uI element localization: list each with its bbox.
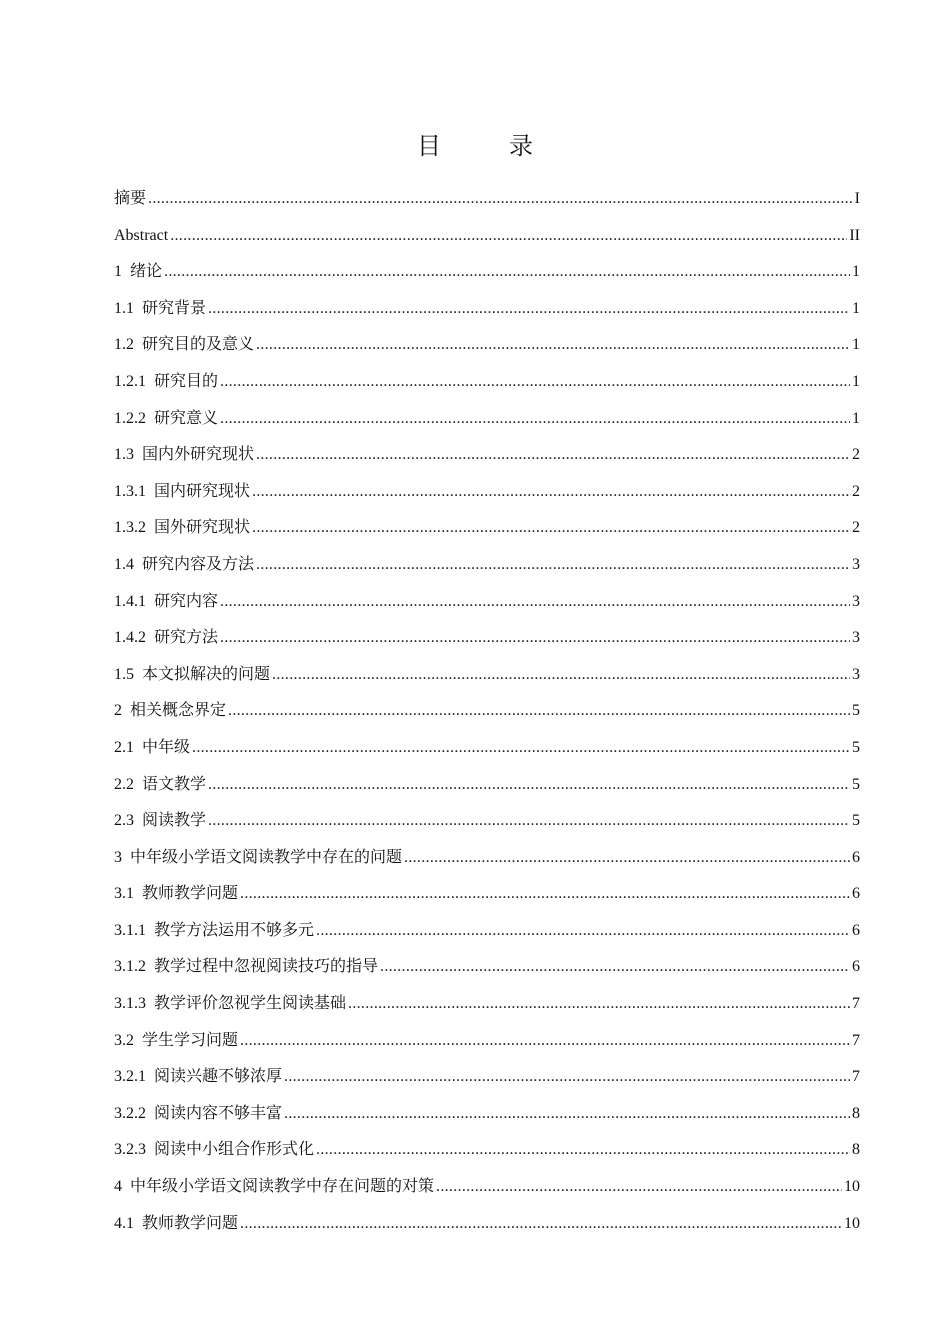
- toc-entry-label: [114, 254, 162, 291]
- toc-entry-number: 1.4: [114, 555, 134, 573]
- toc-entry-text: Abstract: [114, 226, 169, 244]
- toc-dot-leader: [256, 437, 850, 474]
- toc-entry-text: 阅读教学: [142, 812, 207, 830]
- toc-entry-text: 绪论: [130, 263, 163, 281]
- table-of-contents: [114, 181, 860, 1242]
- toc-entry-page-number: 10: [844, 1214, 860, 1232]
- toc-entry-number: 3.2.1: [114, 1068, 146, 1086]
- toc-dot-leader: [284, 1059, 850, 1096]
- toc-entry-label: [114, 364, 218, 401]
- toc-entry-page-number: 7: [852, 1068, 860, 1086]
- toc-dot-leader: [220, 364, 850, 401]
- toc-entry-number: 1.2.2: [114, 409, 146, 427]
- toc-entry-number: 4: [114, 1178, 122, 1196]
- toc-entry-text: 中年级小学语文阅读教学中存在的问题: [130, 848, 403, 866]
- toc-entry[interactable]: [114, 913, 860, 950]
- toc-entry-page-number: 1: [852, 263, 860, 281]
- toc-entry-number: 2.3: [114, 812, 134, 830]
- toc-dot-leader: [164, 254, 850, 291]
- toc-entry-text: 国内外研究现状: [142, 446, 255, 464]
- toc-entry-page-number: 7: [852, 995, 860, 1013]
- toc-entry-label: [114, 327, 254, 364]
- toc-entry-label: [114, 437, 254, 474]
- toc-entry-page-number: 2: [852, 446, 860, 464]
- toc-entry-text: 研究方法: [154, 629, 219, 647]
- toc-entry-text: 摘要: [114, 190, 147, 207]
- toc-dot-leader: [272, 657, 850, 694]
- toc-entry-label: [114, 1169, 434, 1206]
- toc-entry-number: 3.2.2: [114, 1104, 146, 1122]
- toc-entry-page-number: 6: [852, 958, 860, 976]
- toc-entry-page-number: 6: [852, 885, 860, 903]
- toc-entry-number: 1.3.1: [114, 482, 146, 500]
- toc-entry[interactable]: [114, 1132, 860, 1169]
- toc-entry-label: [114, 584, 218, 621]
- toc-dot-leader: [284, 1096, 850, 1133]
- toc-entry[interactable]: [114, 803, 860, 840]
- toc-entry[interactable]: [114, 584, 860, 621]
- toc-entry-label: [114, 1096, 282, 1133]
- toc-entry-label: [114, 1132, 314, 1169]
- toc-dot-leader: [404, 840, 850, 877]
- toc-dot-leader: [348, 986, 850, 1023]
- toc-entry[interactable]: [114, 327, 860, 364]
- toc-entry-number: 1.3: [114, 446, 134, 464]
- toc-entry-page-number: 3: [852, 629, 860, 647]
- toc-entry-page-number: 1: [852, 372, 860, 390]
- toc-entry-label: [114, 986, 346, 1023]
- toc-entry-number: 1.3.2: [114, 519, 146, 537]
- toc-entry-label: [114, 547, 254, 584]
- toc-entry-label: [114, 1206, 238, 1243]
- toc-entry-label: [114, 181, 146, 218]
- toc-entry-label: [114, 803, 206, 840]
- toc-entry[interactable]: [114, 657, 860, 694]
- toc-entry-label: [114, 767, 206, 804]
- toc-entry[interactable]: [114, 401, 860, 438]
- toc-dot-leader: [380, 949, 850, 986]
- toc-dot-leader: [240, 876, 850, 913]
- toc-entry-page-number: 6: [852, 848, 860, 866]
- toc-entry[interactable]: [114, 1206, 860, 1243]
- toc-entry-text: 阅读内容不够丰富: [154, 1104, 283, 1122]
- toc-entry-label: [114, 291, 206, 328]
- toc-entry-text: 教学方法运用不够多元: [154, 921, 315, 939]
- toc-dot-leader: [148, 181, 853, 218]
- toc-entry-text: 本文拟解决的问题: [142, 665, 271, 683]
- toc-entry[interactable]: [114, 291, 860, 328]
- toc-entry-page-number: 8: [852, 1104, 860, 1122]
- toc-entry-label: [114, 657, 270, 694]
- toc-entry-number: 4.1: [114, 1214, 134, 1232]
- toc-entry-label: [114, 218, 168, 255]
- toc-entry[interactable]: [114, 218, 860, 255]
- toc-dot-leader: [316, 1132, 850, 1169]
- toc-entry-number: 2.1: [114, 738, 134, 756]
- toc-entry[interactable]: [114, 254, 860, 291]
- toc-dot-leader: [220, 584, 850, 621]
- toc-dot-leader: [240, 1023, 850, 1060]
- toc-entry-number: 1.1: [114, 299, 134, 317]
- toc-entry[interactable]: [114, 364, 860, 401]
- toc-entry-label: [114, 401, 218, 438]
- toc-entry-page-number: 5: [852, 812, 860, 830]
- toc-entry-label: [114, 1023, 238, 1060]
- toc-entry-number: 1.4.2: [114, 629, 146, 647]
- toc-entry[interactable]: [114, 693, 860, 730]
- toc-entry-page-number: 6: [852, 921, 860, 939]
- page-title: 目 录: [417, 132, 555, 161]
- toc-dot-leader: [436, 1169, 842, 1206]
- toc-entry-number: 1.2: [114, 336, 134, 354]
- toc-entry-page-number: 1: [852, 336, 860, 354]
- toc-entry-label: [114, 913, 314, 950]
- toc-dot-leader: [252, 510, 850, 547]
- toc-entry-text: 研究目的: [154, 372, 219, 390]
- toc-entry-number: 3.2.3: [114, 1141, 146, 1159]
- toc-entry-text: 国外研究现状: [154, 519, 251, 537]
- toc-entry-number: 3.2: [114, 1031, 134, 1049]
- toc-entry[interactable]: [114, 730, 860, 767]
- toc-dot-leader: [252, 474, 850, 511]
- toc-entry[interactable]: [114, 1096, 860, 1133]
- toc-entry-text: 研究意义: [154, 409, 219, 427]
- toc-entry-page-number: I: [854, 190, 860, 207]
- toc-dot-leader: [170, 218, 847, 255]
- toc-entry[interactable]: [114, 620, 860, 657]
- toc-entry-number: 3.1.1: [114, 921, 146, 939]
- toc-dot-leader: [316, 913, 850, 950]
- toc-entry-text: 教学评价忽视学生阅读基础: [154, 995, 347, 1013]
- toc-entry-page-number: II: [849, 226, 860, 244]
- toc-entry[interactable]: [114, 840, 860, 877]
- toc-entry-label: [114, 510, 250, 547]
- toc-entry-text: 学生学习问题: [142, 1031, 239, 1049]
- toc-entry-label: [114, 474, 250, 511]
- toc-entry-label: [114, 949, 378, 986]
- toc-entry-number: 2: [114, 702, 122, 720]
- toc-entry[interactable]: [114, 1169, 860, 1206]
- toc-dot-leader: [240, 1206, 842, 1243]
- toc-entry-page-number: 5: [852, 738, 860, 756]
- toc-entry-label: [114, 876, 238, 913]
- toc-entry[interactable]: [114, 474, 860, 511]
- toc-entry-number: 3.1.3: [114, 995, 146, 1013]
- toc-entry-number: 1: [114, 263, 122, 281]
- toc-dot-leader: [228, 693, 850, 730]
- toc-entry-text: 研究内容: [154, 592, 219, 610]
- toc-entry-text: 中年级小学语文阅读教学中存在问题的对策: [130, 1178, 435, 1196]
- toc-dot-leader: [256, 327, 850, 364]
- toc-entry-page-number: 3: [852, 592, 860, 610]
- toc-entry-page-number: 10: [844, 1178, 860, 1196]
- toc-entry[interactable]: [114, 767, 860, 804]
- toc-entry-number: 3.1: [114, 885, 134, 903]
- toc-dot-leader: [208, 767, 850, 804]
- toc-entry[interactable]: [114, 949, 860, 986]
- toc-entry-number: 3.1.2: [114, 958, 146, 976]
- toc-entry-text: 语文教学: [142, 775, 207, 793]
- toc-entry-text: 中年级: [142, 738, 191, 756]
- toc-dot-leader: [256, 547, 850, 584]
- toc-entry[interactable]: [114, 547, 860, 584]
- toc-entry-number: 1.4.1: [114, 592, 146, 610]
- toc-entry[interactable]: [114, 1023, 860, 1060]
- toc-entry-page-number: 2: [852, 482, 860, 500]
- toc-entry-text: 相关概念界定: [130, 702, 227, 720]
- toc-entry-label: [114, 620, 218, 657]
- toc-dot-leader: [220, 401, 850, 438]
- toc-entry-label: [114, 730, 190, 767]
- toc-entry-label: [114, 1059, 282, 1096]
- toc-entry[interactable]: [114, 437, 860, 474]
- toc-entry-text: 研究目的及意义: [142, 336, 255, 354]
- toc-entry-number: 1.2.1: [114, 372, 146, 390]
- toc-entry-page-number: 1: [852, 299, 860, 317]
- toc-entry[interactable]: [114, 1059, 860, 1096]
- toc-entry-page-number: 2: [852, 519, 860, 537]
- toc-entry-number: 3: [114, 848, 122, 866]
- toc-entry-text: 国内研究现状: [154, 482, 251, 500]
- toc-entry-number: 1.5: [114, 665, 134, 683]
- toc-entry-text: 阅读中小组合作形式化: [154, 1141, 315, 1159]
- toc-entry-label: [114, 693, 226, 730]
- toc-entry-text: 阅读兴趣不够浓厚: [154, 1068, 283, 1086]
- toc-entry-number: 2.2: [114, 775, 134, 793]
- toc-entry-page-number: 3: [852, 665, 860, 683]
- toc-dot-leader: [192, 730, 850, 767]
- toc-entry-text: 研究内容及方法: [142, 555, 255, 573]
- toc-entry-page-number: 1: [852, 409, 860, 427]
- toc-entry[interactable]: [114, 181, 860, 218]
- toc-dot-leader: [220, 620, 850, 657]
- toc-dot-leader: [208, 803, 850, 840]
- toc-entry-page-number: 5: [852, 775, 860, 793]
- toc-dot-leader: [208, 291, 850, 328]
- toc-entry[interactable]: [114, 876, 860, 913]
- toc-entry-label: [114, 840, 402, 877]
- toc-entry-text: 教学过程中忽视阅读技巧的指导: [154, 958, 379, 976]
- toc-entry[interactable]: [114, 986, 860, 1023]
- toc-entry-page-number: 3: [852, 555, 860, 573]
- toc-entry-text: 教师教学问题: [142, 1214, 239, 1232]
- toc-entry-text: 研究背景: [142, 299, 207, 317]
- toc-entry-page-number: 8: [852, 1141, 860, 1159]
- toc-entry-page-number: 7: [852, 1031, 860, 1049]
- toc-entry-page-number: 5: [852, 702, 860, 720]
- toc-entry[interactable]: [114, 510, 860, 547]
- toc-entry-text: 教师教学问题: [142, 885, 239, 903]
